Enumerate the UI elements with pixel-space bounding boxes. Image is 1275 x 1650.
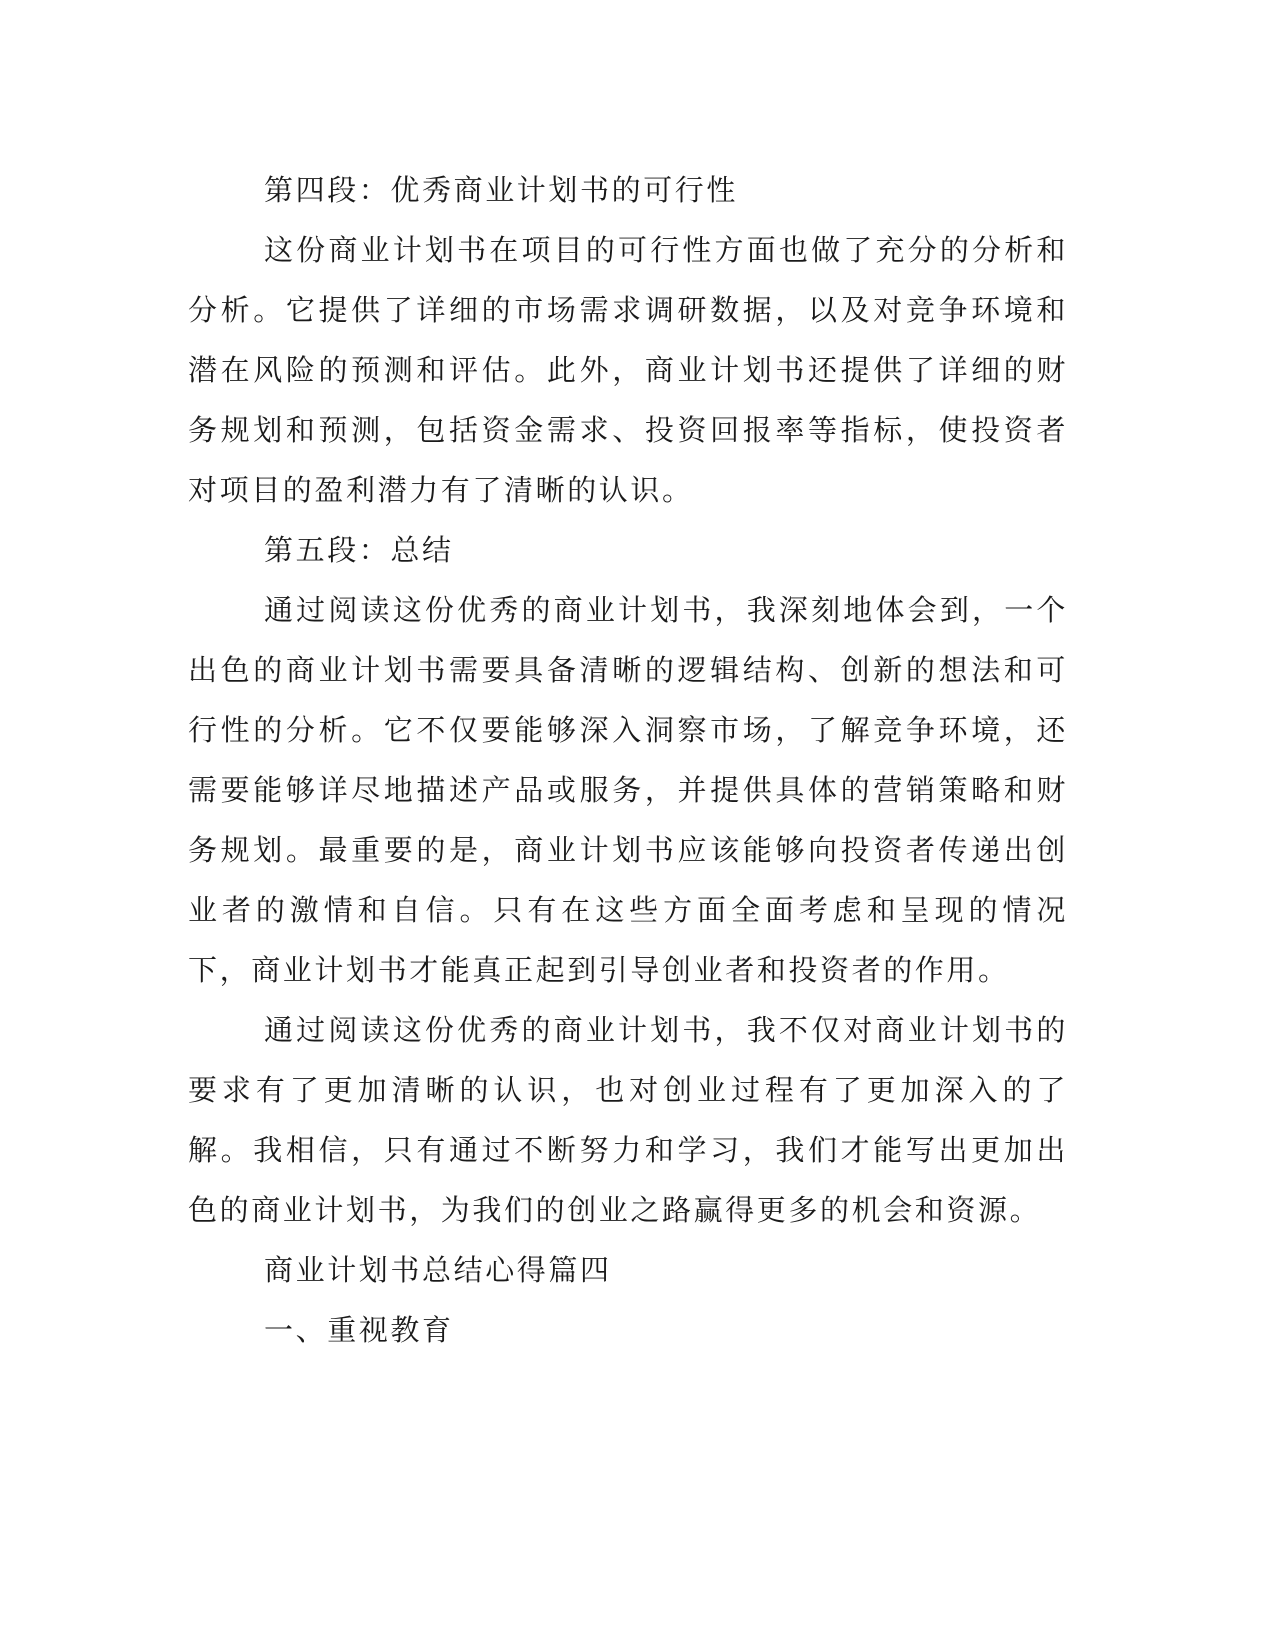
- section-heading-4: 第四段：优秀商业计划书的可行性: [264, 173, 739, 207]
- paragraph-summary: 通过阅读这份优秀的商业计划书，我深刻地体会到，一个出色的商业计划书需要具备清晰的逻辑结构、创新的想法和可行性的分析。它不仅要能够深入洞察市场，了解竞争环境，还需要能够详尽地描述产品或服务，并提供具体的营销策略和财务规划。最重要的是，商业计划书应该能够向投资者传递出创业者的激情和自信。只有在这些方面全面考虑和呈现的情况下，商业计划书才能真正起到引导创业者和投资者的作用。: [188, 593, 1068, 987]
- paragraph-reflection: 通过阅读这份优秀的商业计划书，我不仅对商业计划书的要求有了更加清晰的认识，也对创业过程有了更加深入的了解。我相信，只有通过不断努力和学习，我们才能写出更加出色的商业计划书，为我们的创业之路赢得更多的机会和资源。: [188, 1013, 1068, 1227]
- paragraph-feasibility: 这份商业计划书在项目的可行性方面也做了充分的分析和分析。它提供了详细的市场需求调研数据，以及对竞争环境和潜在风险的预测和评估。此外，商业计划书还提供了详细的财务规划和预测，包括资金需求、投资回报率等指标，使投资者对项目的盈利潜力有了清晰的认识。: [188, 233, 1068, 507]
- section-heading-5: 第五段：总结: [264, 533, 454, 567]
- subsection-heading: 一、重视教育: [264, 1313, 454, 1347]
- chapter-title: 商业计划书总结心得篇四: [264, 1253, 612, 1287]
- document-body: [188, 160, 1068, 1360]
